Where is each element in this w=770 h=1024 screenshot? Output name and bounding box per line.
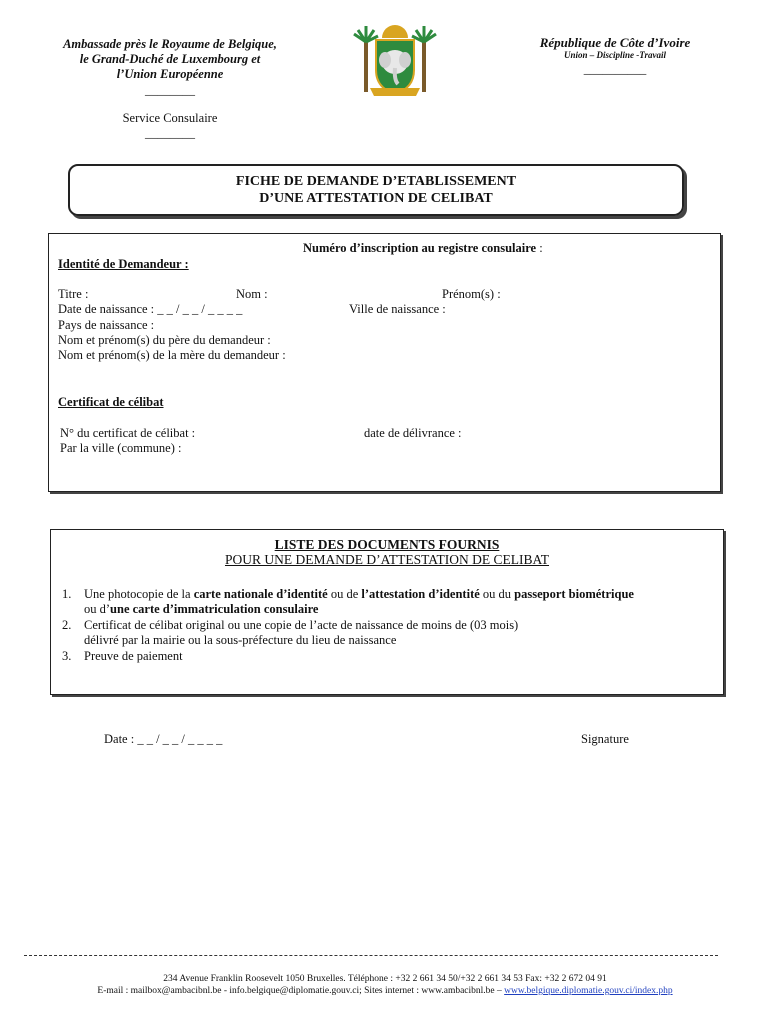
footer-website-link[interactable]: www.belgique.diplomatie.gouv.ci/index.php xyxy=(504,986,673,996)
footer-address: 234 Avenue Franklin Roosevelt 1050 Bruxelles. Téléphone : +32 2 661 34 50/+32 2 661 34 53 Fax: +32 2 672 04 91 xyxy=(163,974,607,984)
service-label: Service Consulaire xyxy=(122,111,218,125)
birth-country-field-label: Pays de naissance : xyxy=(58,318,155,332)
birth-date-field-label: Date de naissance : _ _ / _ _ / _ _ _ _ xyxy=(58,302,243,316)
embassy-line-3: l’Union Européenne xyxy=(116,67,224,81)
embassy-rule: ________ xyxy=(145,83,195,97)
doc-item-1-text-c: ou de xyxy=(327,587,362,601)
titre-field-label: Titre : xyxy=(58,287,89,301)
doc-item-2-line-2: délivré par la mairie ou la sous-préfecture du lieu de naissance xyxy=(84,633,397,647)
birth-city-field-label: Ville de naissance : xyxy=(349,302,446,316)
embassy-line-1: Ambassade près le Royaume de Belgique, xyxy=(63,37,277,51)
service-rule: ________ xyxy=(145,126,195,140)
documents-heading-2: POUR UNE DEMANDE D’ATTESTATION DE CELIBAT xyxy=(224,552,550,567)
footer-email-text: E-mail : mailbox@ambacibnl.be - info.belgique@diplomatie.gouv.ci; Sites internet : www.ambacibnl.be – xyxy=(97,986,505,996)
footer-divider xyxy=(24,955,718,956)
doc-item-1-id-attestation: l’attestation d’identité xyxy=(361,587,480,601)
doc-item-1-passport: passeport biométrique xyxy=(514,587,634,601)
doc-item-2-number: 2. xyxy=(62,618,72,632)
republic-rule: __________ xyxy=(583,62,647,76)
certificate-heading: Certificat de célibat xyxy=(58,395,164,409)
republic-motto: Union – Discipline -Travail xyxy=(564,50,666,60)
registry-number-label xyxy=(303,241,543,256)
doc-item-1-line-2 xyxy=(84,602,318,617)
doc-item-1-text-g: ou d’ xyxy=(84,602,111,616)
certificate-number-field-label: N° du certificat de célibat : xyxy=(60,426,196,440)
doc-item-3: Preuve de paiement xyxy=(84,649,183,663)
doc-item-1-text-e: ou du xyxy=(479,587,515,601)
form-title-box xyxy=(68,164,684,216)
mother-name-field-label: Nom et prénom(s) de la mère du demandeur : xyxy=(58,348,286,362)
father-name-field-label: Nom et prénom(s) du père du demandeur : xyxy=(58,333,271,347)
signature-label: Signature xyxy=(581,732,629,746)
doc-item-1-number: 1. xyxy=(62,587,72,601)
identity-heading: Identité de Demandeur : xyxy=(58,257,189,271)
doc-item-2-line-1: Certificat de célibat original ou une copie de l’acte de naissance de moins de (03 mois) xyxy=(84,618,519,632)
doc-item-1-id-card: carte nationale d’identité xyxy=(193,587,328,601)
doc-item-3-number: 3. xyxy=(62,649,72,663)
doc-item-1-text-a: Une photocopie de la xyxy=(84,587,194,601)
republic-title: République de Côte d’Ivoire xyxy=(539,35,691,50)
doc-item-1-consular-card: une carte d’immatriculation consulaire xyxy=(110,602,319,616)
prenom-field-label: Prénom(s) : xyxy=(442,287,501,301)
embassy-line-2: le Grand-Duché de Luxembourg et xyxy=(79,52,261,66)
footer-contact xyxy=(0,986,770,996)
registry-colon: : xyxy=(536,241,543,255)
form-title-line-2: D’UNE ATTESTATION DE CELIBAT xyxy=(259,191,493,206)
certificate-date-field-label: date de délivrance : xyxy=(364,426,462,440)
doc-item-1 xyxy=(84,587,724,602)
date-field-label: Date : _ _ / _ _ / _ _ _ _ xyxy=(104,732,223,746)
form-title-line-1: FICHE DE DEMANDE D’ETABLISSEMENT xyxy=(235,174,517,189)
documents-heading-1: LISTE DES DOCUMENTS FOURNIS xyxy=(274,537,500,552)
coat-of-arms-emblem xyxy=(352,24,438,100)
registry-label-text: Numéro d’inscription au registre consulaire xyxy=(303,241,537,255)
certificate-city-field-label: Par la ville (commune) : xyxy=(60,441,182,455)
embassy-block xyxy=(40,37,300,82)
nom-field-label: Nom : xyxy=(236,287,268,301)
